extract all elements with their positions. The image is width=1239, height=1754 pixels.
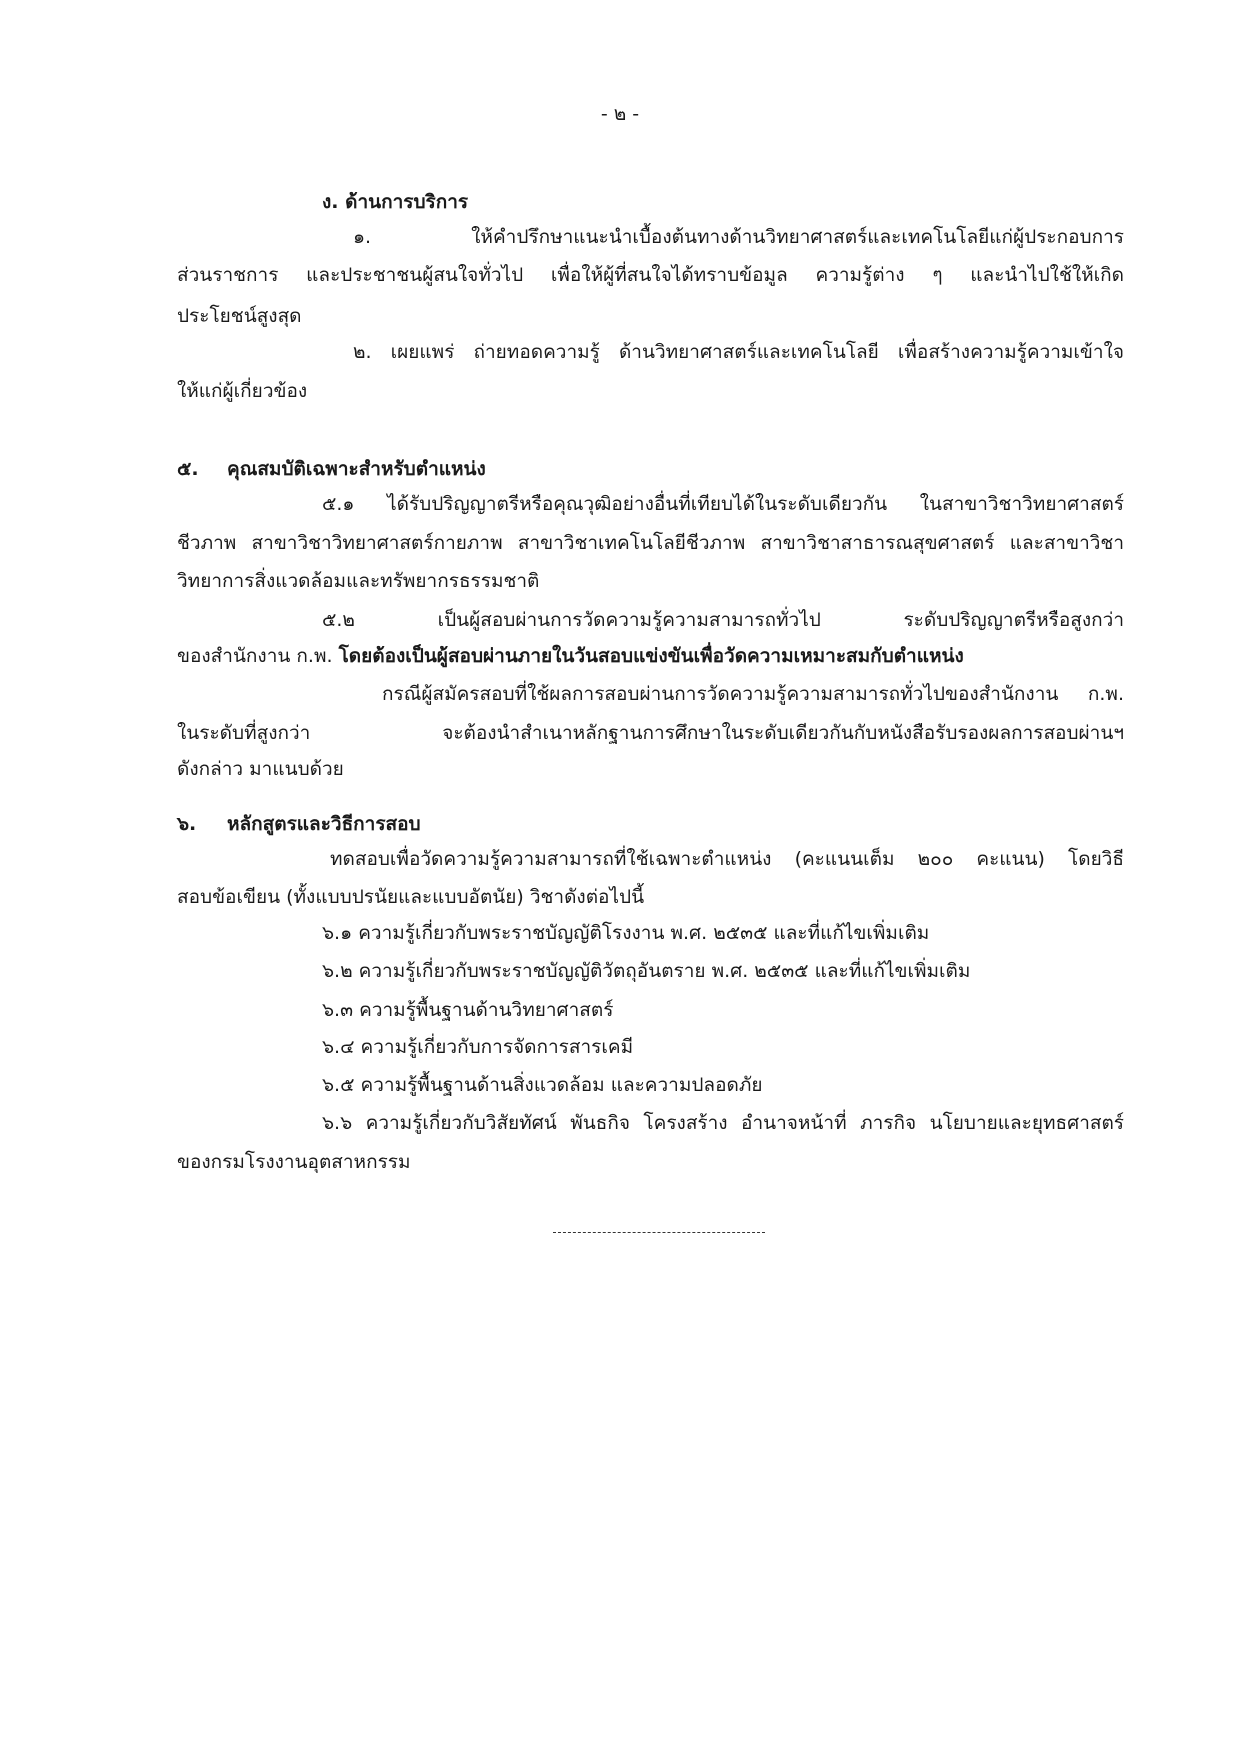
exam-subject-6-4: ๖.๔ ความรู้เกี่ยวกับการจัดการสารเคมี xyxy=(322,1036,634,1058)
exam-subject-6-1: ๖.๑ ความรู้เกี่ยวกับพระราชบัญญัติโรงงาน พ.ศ. ๒๕๓๕ และที่แก้ไขเพิ่มเติม xyxy=(322,922,930,944)
exam-subject-6-6: ๖.๖ ความรู้เกี่ยวกับวิสัยทัศน์ พันธกิจ โครงสร้าง อำนาจหน้าที่ ภารกิจ นโยบายและยุทธศาสตร์ xyxy=(322,1112,1124,1134)
exam-subject-6-2: ๖.๒ ความรู้เกี่ยวกับพระราชบัญญัติวัตถุอันตราย พ.ศ. ๒๕๓๕ และที่แก้ไขเพิ่มเติม xyxy=(322,960,971,982)
service-item-1-line-2: ส่วนราชการ และประชาชนผู้สนใจทั่วไป เพื่อให้ผู้ที่สนใจได้ทราบข้อมูล ความรู้ต่าง ๆ และนำไปใช้ให้เกิด xyxy=(177,264,1124,286)
note-line-1: กรณีผู้สมัครสอบที่ใช้ผลการสอบผ่านการวัดความรู้ความสามารถทั่วไปของสำนักงาน ก.พ. xyxy=(382,683,1124,705)
section-6-heading xyxy=(177,811,421,837)
exam-subject-6-3: ๖.๓ ความรู้พื้นฐานด้านวิทยาศาสตร์ xyxy=(322,999,614,1021)
section-6-intro-line-1: ทดสอบเพื่อวัดความรู้ความสามารถที่ใช้เฉพาะตำแหน่ง (คะแนนเต็ม ๒๐๐ คะแนน) โดยวิธี xyxy=(330,848,1124,870)
item-5-1-line-3: วิทยาการสิ่งแวดล้อมและทรัพยากรธรรมชาติ xyxy=(177,570,540,592)
service-item-2-line-1: ๒. เผยแพร่ ถ่ายทอดความรู้ ด้านวิทยาศาสตร์และเทคโนโลยี เพื่อสร้างความรู้ความเข้าใจ xyxy=(353,341,1124,363)
item-5-2-line-1: ๕.๒ เป็นผู้สอบผ่านการวัดความรู้ความสามารถทั่วไป ระดับปริญญาตรีหรือสูงกว่า xyxy=(322,609,1124,631)
section-5-number: ๕. xyxy=(177,458,199,480)
item-5-2-line-2-bold: โดยต้องเป็นผู้สอบผ่านภายในวันสอบแข่งขันเพื่อวัดความเหมาะสมกับตำแหน่ง xyxy=(338,645,964,667)
end-divider xyxy=(553,1232,765,1233)
section-5-heading xyxy=(177,456,486,482)
exam-subject-6-5: ๖.๕ ความรู้พื้นฐานด้านสิ่งแวดล้อม และความปลอดภัย xyxy=(322,1074,763,1096)
note-line-3: ดังกล่าว มาแนบด้วย xyxy=(177,758,344,780)
item-5-2-line-2 xyxy=(177,643,964,669)
item-5-1-line-1: ๕.๑ ได้รับปริญญาตรีหรือคุณวุฒิอย่างอื่นที่เทียบได้ในระดับเดียวกัน ในสาขาวิชาวิทยาศาสตร์ xyxy=(322,493,1124,515)
section-6-number: ๖. xyxy=(177,813,197,835)
item-5-2-line-2-regular: ของสำนักงาน ก.พ. xyxy=(177,645,339,667)
page-number: - ๒ - xyxy=(600,103,640,125)
section-6-intro-line-2: สอบข้อเขียน (ทั้งแบบปรนัยและแบบอัตนัย) วิชาดังต่อไปนี้ xyxy=(177,886,645,908)
section-service-heading: ง. ด้านการบริการ xyxy=(322,191,469,213)
section-5-title: คุณสมบัติเฉพาะสำหรับตำแหน่ง xyxy=(227,458,486,480)
note-line-2: ในระดับที่สูงกว่า จะต้องนำสำเนาหลักฐานการศึกษาในระดับเดียวกันกับหนังสือรับรองผลการสอบผ่านฯ xyxy=(177,722,1124,744)
item-5-1-line-2: ชีวภาพ สาขาวิชาวิทยาศาสตร์กายภาพ สาขาวิชาเทคโนโลยีชีวภาพ สาขาวิชาสาธารณสุขศาสตร์ และสาขาวิชา xyxy=(177,532,1124,554)
exam-subject-6-6-line-2: ของกรมโรงงานอุตสาหกรรม xyxy=(177,1151,411,1173)
service-item-2-line-2: ให้แก่ผู้เกี่ยวข้อง xyxy=(177,380,308,402)
section-6-title: หลักสูตรและวิธีการสอบ xyxy=(227,813,421,835)
service-item-1-line-3: ประโยชน์สูงสุด xyxy=(177,305,302,327)
service-item-1-line-1: ๑. ให้คำปรึกษาแนะนำเบื้องต้นทางด้านวิทยาศาสตร์และเทคโนโลยีแก่ผู้ประกอบการ xyxy=(353,226,1124,248)
